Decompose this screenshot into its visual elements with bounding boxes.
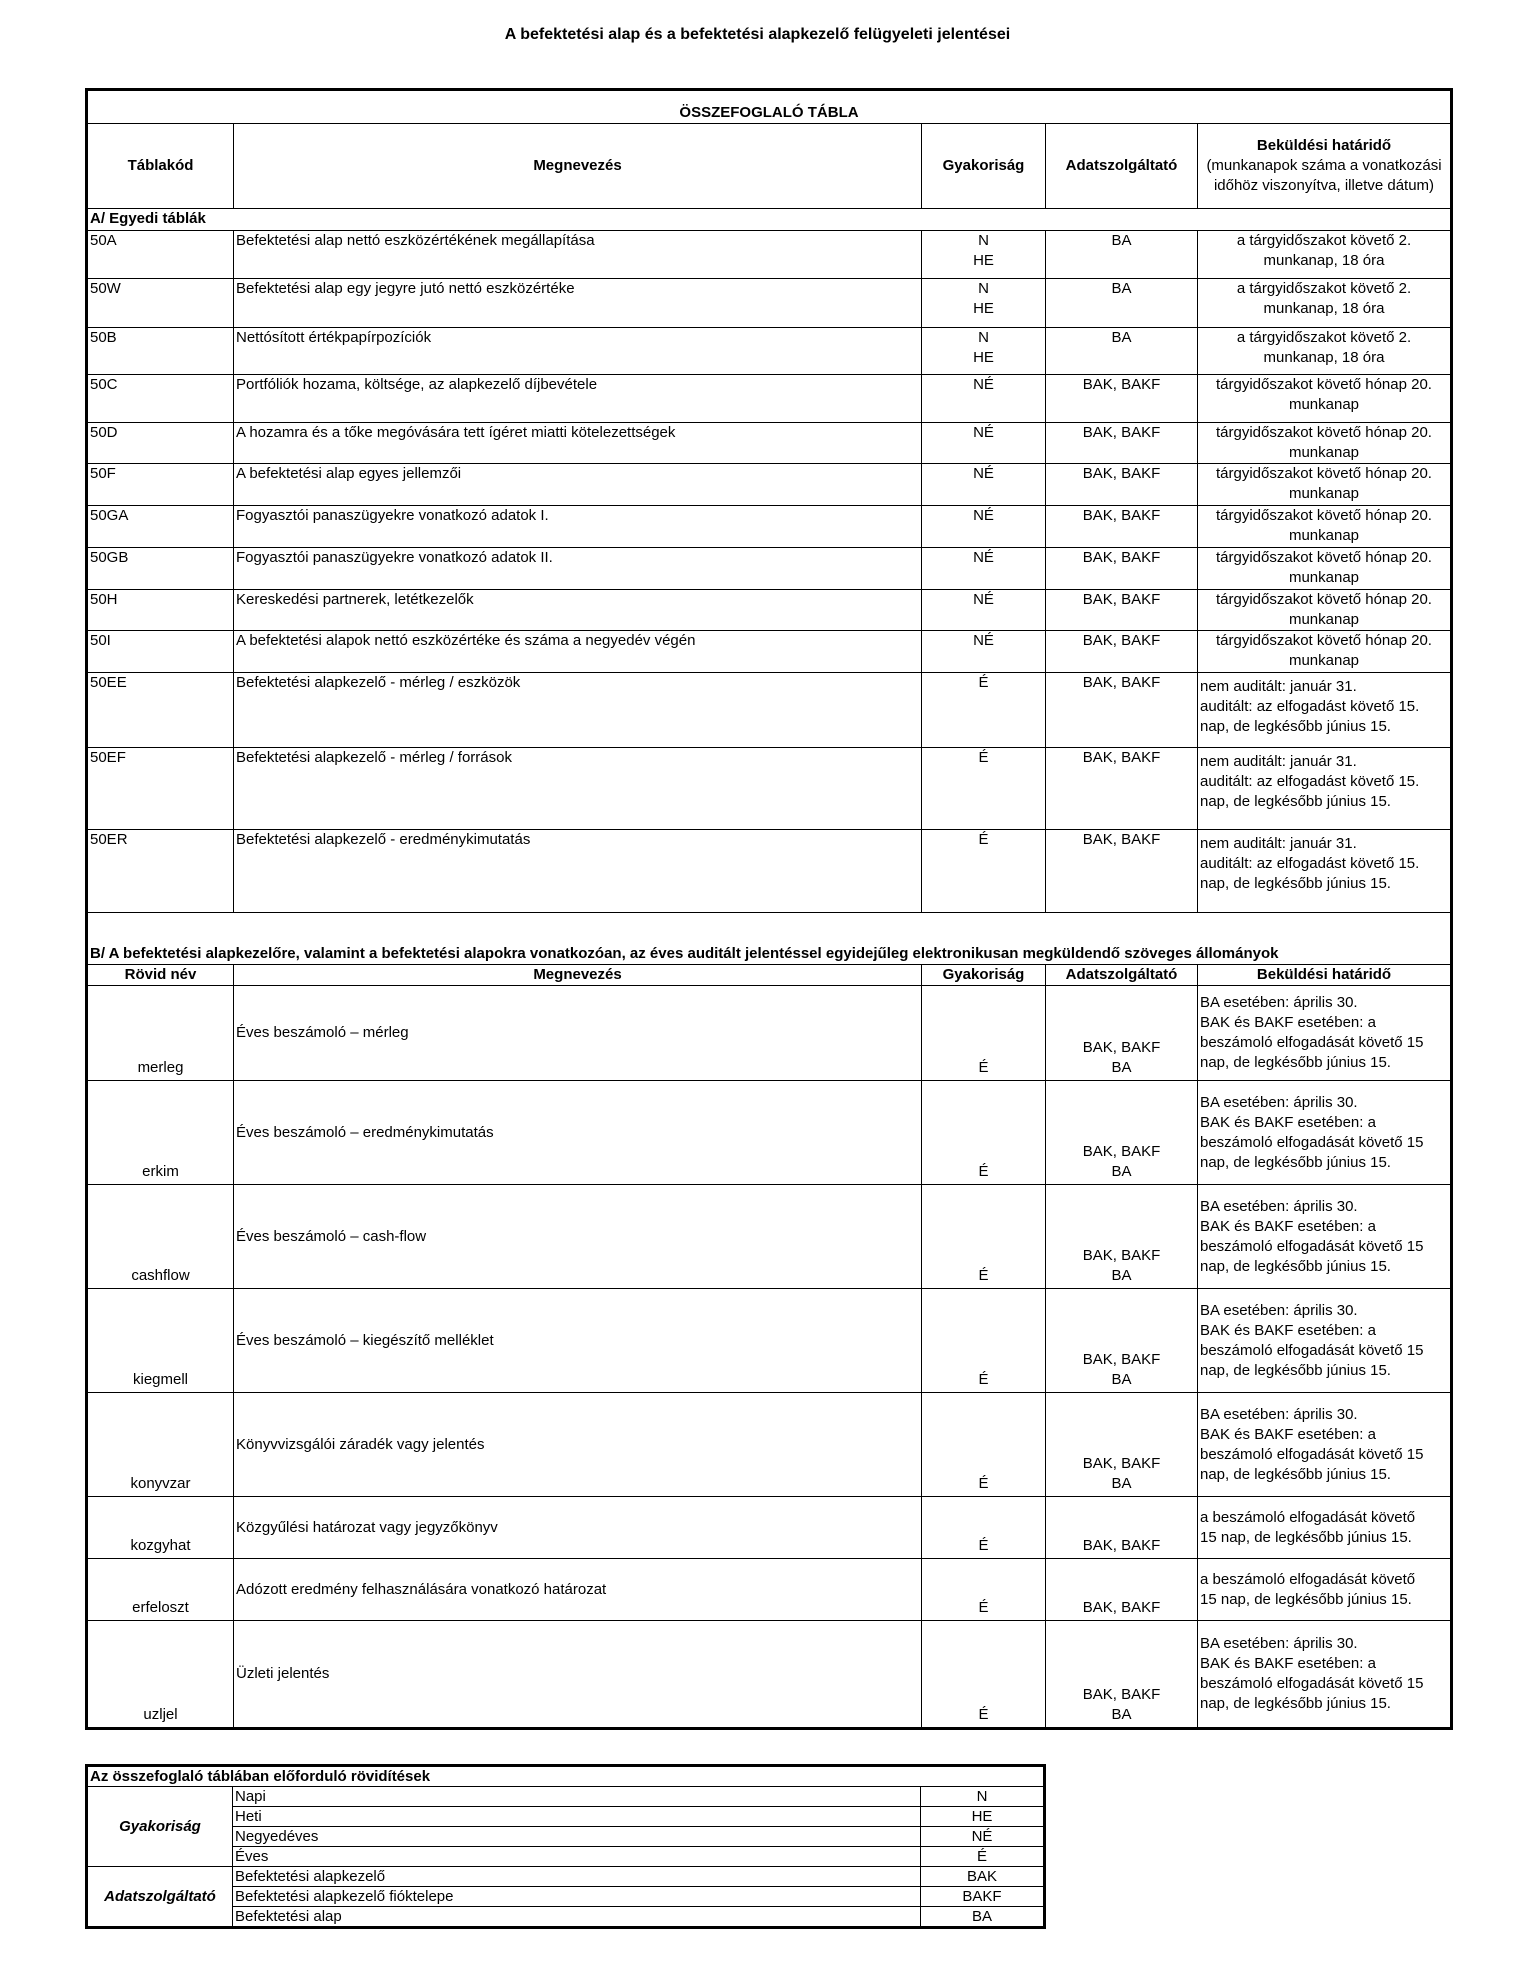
frequency-code: NÉ [973,632,994,649]
deadline-cell [1198,1081,1452,1185]
provider-line: BA [1111,1267,1132,1284]
provider-line: BAK, BAKF [1082,1143,1161,1160]
deadline-line: 15 nap, de legkésőbb június 15. [1200,1590,1412,1608]
provider-cell [1046,1497,1198,1559]
section-b-header-short-name: Rövid név [87,965,234,986]
document-name: Közgyűlési határozat vagy jegyzőkönyv [234,1497,922,1559]
deadline-line: beszámoló elfogadását követő 15 [1200,1034,1424,1051]
provider-cell [1046,1081,1198,1185]
abbreviation-group: Adatszolgáltató [87,1867,233,1928]
frequency-code: É [922,1185,1046,1289]
deadline-cell [1198,631,1452,673]
deadline-line: nap, de legkésőbb június 15. [1200,1465,1391,1483]
deadline-line: tárgyidőszakot követő hónap 20. [1216,376,1432,393]
short-name: kozgyhat [87,1497,234,1559]
table-code: 50A [87,231,234,279]
deadline-line: tárgyidőszakot követő hónap 20. [1216,591,1432,608]
frequency-code: NÉ [973,507,994,524]
section-b-title: B/ A befektetési alapkezelőre, valamint a befektetési alapokra vonatkozóan, az éves auditált jelentéssel egyidejűleg elektronikusan megküldendő szöveges állományok [87,913,1452,965]
document-name: Éves beszámoló – eredménykimutatás [234,1081,922,1185]
deadline-line: BAK és BAKF esetében: a [1200,1425,1376,1443]
abbreviation-code: BA [921,1907,1045,1928]
deadline-cell [1198,673,1452,748]
abbreviation-label: Éves [233,1847,921,1867]
deadline-line: BA esetében: április 30. [1200,1301,1358,1319]
provider-cell: BA [1046,279,1198,328]
deadline-line: munkanap, 18 óra [1263,349,1385,366]
table-name: A hozamra és a tőke megóvására tett ígéret miatti kötelezettségek [234,423,922,464]
header-provider: Adatszolgáltató [1046,124,1198,209]
provider-cell: BAK, BAKF [1046,590,1198,631]
deadline-line: munkanap [1288,569,1360,586]
section-a-row [87,231,1452,279]
table-code: 50EE [87,673,234,748]
frequency-code: NÉ [973,465,994,482]
abbreviation-label: Befektetési alapkezelő [233,1867,921,1887]
deadline-line: nem auditált: január 31. [1200,835,1357,852]
frequency-code: É [922,1621,1046,1729]
deadline-cell [1198,423,1452,464]
provider-cell: BA [1046,231,1198,279]
deadline-cell [1198,1621,1452,1729]
frequency-code: É [922,986,1046,1081]
table-name: A befektetési alapok nettó eszközértéke és száma a negyedév végén [234,631,922,673]
frequency-cell [922,423,1046,464]
document-name: Könyvvizsgálói záradék vagy jelentés [234,1393,922,1497]
frequency-code: É [922,1497,1046,1559]
section-b-header-name: Megnevezés [234,965,922,986]
table-name: Fogyasztói panaszügyekre vonatkozó adatok I. [234,506,922,548]
short-name: erfeloszt [87,1559,234,1621]
deadline-line: beszámoló elfogadását követő 15 [1200,1341,1424,1359]
document-name: Éves beszámoló – cash-flow [234,1185,922,1289]
deadline-line: nap, de legkésőbb június 15. [1200,1054,1391,1071]
deadline-line: auditált: az elfogadást követő 15. [1200,698,1420,715]
table-code: 50B [87,328,234,375]
header-deadline [1198,124,1452,209]
provider-cell: BAK, BAKF [1046,506,1198,548]
short-name: uzljel [87,1621,234,1729]
deadline-line: a tárgyidőszakot követő 2. [1236,329,1412,346]
frequency-cell [922,328,1046,375]
deadline-line: beszámoló elfogadását követő 15 [1200,1237,1424,1255]
table-name: Kereskedési partnerek, letétkezelők [234,590,922,631]
frequency-code: N [978,232,989,249]
frequency-code: HE [973,252,994,269]
section-a-row [87,830,1452,913]
provider-line: BAK, BAKF [1082,1599,1161,1616]
provider-cell: BA [1046,328,1198,375]
deadline-cell [1198,1289,1452,1393]
provider-cell [1046,1559,1198,1621]
deadline-line: BAK és BAKF esetében: a [1200,1113,1376,1131]
deadline-cell [1198,506,1452,548]
provider-line: BA [1111,1371,1132,1388]
deadline-line: munkanap [1288,444,1360,461]
abbreviation-code: HE [921,1807,1045,1827]
provider-cell: BAK, BAKF [1046,673,1198,748]
deadline-cell [1198,328,1452,375]
section-a-row [87,279,1452,328]
frequency-code: NÉ [973,424,994,441]
deadline-line: BAK és BAKF esetében: a [1200,1655,1376,1672]
deadline-line: BA esetében: április 30. [1200,1093,1358,1111]
document-name: Éves beszámoló – kiegészítő melléklet [234,1289,922,1393]
frequency-code: NÉ [973,591,994,608]
deadline-line: munkanap [1288,527,1360,544]
provider-cell: BAK, BAKF [1046,375,1198,423]
frequency-code: É [922,1289,1046,1393]
section-b-row [87,1289,1452,1393]
deadline-line: a beszámoló elfogadását követő [1200,1508,1416,1526]
deadline-line: tárgyidőszakot követő hónap 20. [1216,465,1432,482]
section-a-row [87,375,1452,423]
table-code: 50GB [87,548,234,590]
abbreviation-code: BAK [921,1867,1045,1887]
frequency-cell [922,830,1046,913]
deadline-line: munkanap [1288,652,1360,669]
deadline-line: tárgyidőszakot követő hónap 20. [1216,549,1432,566]
provider-line: BAK, BAKF [1082,1247,1161,1264]
deadline-cell [1198,279,1452,328]
deadline-line: auditált: az elfogadást követő 15. [1200,773,1420,790]
table-code: 50W [87,279,234,328]
abbreviation-code: NÉ [921,1827,1045,1847]
section-b-row [87,1185,1452,1289]
table-code: 50ER [87,830,234,913]
abbreviation-group: Gyakoriság [87,1787,233,1867]
document-name: Üzleti jelentés [234,1621,922,1729]
section-a-row [87,631,1452,673]
table-code: 50H [87,590,234,631]
abbreviation-row [87,1867,1045,1887]
table-code: 50I [87,631,234,673]
frequency-code: É [922,1393,1046,1497]
frequency-cell [922,673,1046,748]
abbreviation-code: BAKF [921,1887,1045,1907]
provider-cell [1046,1393,1198,1497]
abbreviation-code: N [921,1787,1045,1807]
short-name: erkim [87,1081,234,1185]
deadline-cell [1198,464,1452,506]
summary-table [85,88,1453,1730]
deadline-line: BA esetében: április 30. [1200,1635,1358,1652]
provider-cell [1046,986,1198,1081]
deadline-line: nap, de legkésőbb június 15. [1200,1695,1391,1712]
section-a-row [87,590,1452,631]
deadline-cell [1198,748,1452,830]
deadline-line: nem auditált: január 31. [1200,753,1357,770]
header-deadline-sub: (munkanapok száma a vonatkozási időhöz viszonyítva, illetve dátum) [1206,157,1442,194]
header-name: Megnevezés [234,124,922,209]
table-name: Befektetési alapkezelő - mérleg / eszközök [234,673,922,748]
header-deadline-title: Beküldési határidő [1256,137,1392,154]
short-name: merleg [87,986,234,1081]
frequency-cell [922,590,1046,631]
frequency-cell [922,231,1046,279]
section-a-row [87,548,1452,590]
deadline-cell [1198,231,1452,279]
document-name: Éves beszámoló – mérleg [234,986,922,1081]
frequency-cell [922,279,1046,328]
document-name: Adózott eredmény felhasználására vonatkozó határozat [234,1559,922,1621]
deadline-line: beszámoló elfogadását követő 15 [1200,1675,1424,1692]
short-name: cashflow [87,1185,234,1289]
deadline-line: tárgyidőszakot követő hónap 20. [1216,632,1432,649]
abbreviation-code: É [921,1847,1045,1867]
provider-cell: BAK, BAKF [1046,423,1198,464]
section-b-row [87,1497,1452,1559]
provider-line: BAK, BAKF [1082,1351,1161,1368]
deadline-line: nap, de legkésőbb június 15. [1200,1153,1391,1171]
frequency-code: É [978,831,989,848]
deadline-cell [1198,1497,1452,1559]
table-name: A befektetési alap egyes jellemzői [234,464,922,506]
deadline-cell [1198,830,1452,913]
deadline-cell [1198,590,1452,631]
table-name: Fogyasztói panaszügyekre vonatkozó adatok II. [234,548,922,590]
frequency-cell [922,506,1046,548]
table-name: Befektetési alapkezelő - eredménykimutatás [234,830,922,913]
document-title: A befektetési alap és a befektetési alapkezelő felügyeleti jelentései [504,26,1011,43]
deadline-line: nap, de legkésőbb június 15. [1200,1361,1391,1379]
table-name: Befektetési alap egy jegyre jutó nettó eszközértéke [234,279,922,328]
section-a-row [87,673,1452,748]
section-a-row [87,506,1452,548]
frequency-cell [922,748,1046,830]
provider-cell [1046,1289,1198,1393]
frequency-code: É [922,1559,1046,1621]
section-b-header-provider: Adatszolgáltató [1046,965,1198,986]
abbreviation-row [87,1787,1045,1807]
frequency-code: HE [973,349,994,366]
provider-line: BAK, BAKF [1082,1039,1161,1056]
section-a-row [87,423,1452,464]
deadline-line: BA esetében: április 30. [1200,1405,1358,1423]
abbreviation-label: Heti [233,1807,921,1827]
summary-title: ÖSSZEFOGLALÓ TÁBLA [87,90,1452,124]
frequency-code: HE [973,300,994,317]
deadline-cell [1198,1185,1452,1289]
abbreviation-label: Negyedéves [233,1827,921,1847]
table-code: 50C [87,375,234,423]
section-b-row [87,1393,1452,1497]
table-code: 50F [87,464,234,506]
provider-cell: BAK, BAKF [1046,631,1198,673]
deadline-line: nap, de legkésőbb június 15. [1200,718,1391,735]
deadline-line: BA esetében: április 30. [1200,1197,1358,1215]
section-b-row [87,1559,1452,1621]
table-name: Befektetési alap nettó eszközértékének megállapítása [234,231,922,279]
abbreviation-label: Befektetési alap [233,1907,921,1928]
provider-line: BA [1111,1163,1132,1180]
frequency-cell [922,548,1046,590]
section-b-row [87,1621,1452,1729]
header-frequency: Gyakoriság [922,124,1046,209]
provider-line: BA [1111,1475,1132,1492]
deadline-line: nem auditált: január 31. [1200,678,1357,695]
deadline-line: munkanap [1288,485,1360,502]
deadline-line: BA esetében: április 30. [1200,994,1358,1011]
section-a-title: A/ Egyedi táblák [87,209,1452,231]
provider-cell: BAK, BAKF [1046,748,1198,830]
frequency-code: N [978,280,989,297]
deadline-line: auditált: az elfogadást követő 15. [1200,855,1420,872]
deadline-line: nap, de legkésőbb június 15. [1200,793,1391,810]
abbreviation-label: Befektetési alapkezelő fióktelepe [233,1887,921,1907]
section-a-row [87,748,1452,830]
frequency-code: NÉ [973,376,994,393]
section-b-row [87,1081,1452,1185]
frequency-cell [922,375,1046,423]
deadline-line: beszámoló elfogadását követő 15 [1200,1445,1424,1463]
deadline-cell [1198,1559,1452,1621]
frequency-code: N [978,329,989,346]
table-code: 50EF [87,748,234,830]
frequency-cell [922,631,1046,673]
section-b-header-deadline: Beküldési határidő [1198,965,1452,986]
deadline-line: tárgyidőszakot követő hónap 20. [1216,424,1432,441]
deadline-line: beszámoló elfogadását követő 15 [1200,1133,1424,1151]
provider-cell: BAK, BAKF [1046,548,1198,590]
deadline-cell [1198,375,1452,423]
deadline-line: munkanap, 18 óra [1263,300,1385,317]
section-b-header-frequency: Gyakoriság [922,965,1046,986]
deadline-line: BAK és BAKF esetében: a [1200,1217,1376,1235]
provider-cell: BAK, BAKF [1046,830,1198,913]
deadline-cell [1198,986,1452,1081]
abbreviation-label: Napi [233,1787,921,1807]
provider-cell [1046,1621,1198,1729]
provider-line: BA [1111,1706,1132,1723]
deadline-line: munkanap [1288,611,1360,628]
provider-cell: BAK, BAKF [1046,464,1198,506]
frequency-code: É [922,1081,1046,1185]
deadline-cell [1198,548,1452,590]
frequency-code: É [978,749,989,766]
provider-line: BAK, BAKF [1082,1537,1161,1554]
deadline-line: BAK és BAKF esetében: a [1200,1321,1376,1339]
table-name: Befektetési alapkezelő - mérleg / források [234,748,922,830]
table-name: Nettósított értékpapírpozíciók [234,328,922,375]
abbreviations-table [85,1764,1046,1929]
provider-line: BAK, BAKF [1082,1686,1161,1703]
deadline-line: munkanap, 18 óra [1263,252,1385,269]
deadline-line: BAK és BAKF esetében: a [1200,1014,1376,1031]
deadline-line: 15 nap, de legkésőbb június 15. [1200,1528,1412,1546]
deadline-line: nap, de legkésőbb június 15. [1200,1257,1391,1275]
deadline-line: nap, de legkésőbb június 15. [1200,875,1391,892]
table-code: 50GA [87,506,234,548]
provider-line: BA [1111,1059,1132,1076]
deadline-cell [1198,1393,1452,1497]
provider-cell [1046,1185,1198,1289]
short-name: kiegmell [87,1289,234,1393]
deadline-line: a tárgyidőszakot követő 2. [1236,232,1412,249]
deadline-line: munkanap [1288,396,1360,413]
table-code: 50D [87,423,234,464]
deadline-line: a tárgyidőszakot követő 2. [1236,280,1412,297]
section-a-row [87,328,1452,375]
deadline-line: a beszámoló elfogadását követő [1200,1570,1416,1588]
frequency-code: É [978,674,989,691]
provider-line: BAK, BAKF [1082,1455,1161,1472]
short-name: konyvzar [87,1393,234,1497]
frequency-cell [922,464,1046,506]
section-b-row [87,986,1452,1081]
abbreviations-title: Az összefoglaló táblában előforduló rövidítések [87,1766,1045,1787]
section-a-row [87,464,1452,506]
table-name: Portfóliók hozama, költsége, az alapkezelő díjbevétele [234,375,922,423]
frequency-code: NÉ [973,549,994,566]
deadline-line: tárgyidőszakot követő hónap 20. [1216,507,1432,524]
header-code: Táblakód [87,124,234,209]
